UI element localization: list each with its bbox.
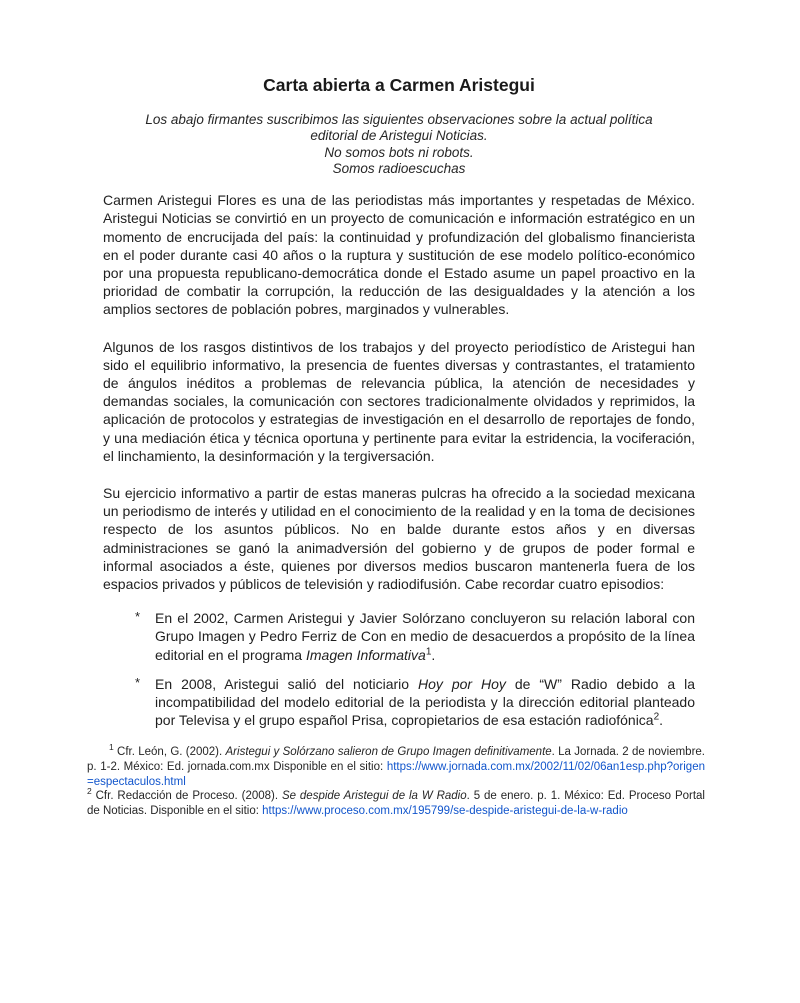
footnote-1-number: 1 — [109, 742, 114, 753]
list-item-text — [155, 675, 695, 730]
footnote-1-mid: . La Jornada. 2 de noviembre. p. 1-2. México: Ed. jornada.com.mx Disponible en el sitio: — [87, 746, 705, 774]
bullet-2-mid: de “W” Radio debido a la incompatibilidad del modelo editorial de la periodista y la dirección editorial planteado por Televisa y el grupo español Prisa, copropietarios de esa estación radiofónica — [155, 675, 695, 729]
footnotes-section — [87, 742, 705, 818]
list-item — [103, 609, 695, 664]
bullet-2-italic: Hoy por Hoy — [418, 675, 506, 692]
epigraph — [127, 112, 672, 177]
page-title: Carta abierta a Carmen Aristegui — [263, 75, 535, 95]
asterisk-bullet-icon: * — [135, 674, 141, 690]
footnote-ref-2: 2 — [653, 711, 660, 723]
epigraph-line-3: Somos radioescuchas — [332, 160, 466, 176]
bullet-1-before: En el 2002, Carmen Aristegui y Javier Solórzano concluyeron su relación laboral con Grupo Imagen y Pedro Ferriz de Con en medio de desacuerdos a propósito de la línea editorial en el programa — [155, 610, 695, 663]
footnote-1-before: Cfr. León, G. (2002). — [113, 746, 226, 759]
footnote-2-before: Cfr. Redacción de Proceso. (2008). — [91, 790, 282, 803]
paragraph-ejercicio: Su ejercicio informativo a partir de estas maneras pulcras ha ofrecido a la sociedad mexicana un periodismo de interés y utilidad en el conocimiento de la realidad y en la toma de decisiones respecto de los asuntos públicos. No en balde durante estos años y en diversas administraciones se ganó la animadversión del gobierno y de grupos de poder formal e informal asociados a éste, quienes por diversos medios buscaron mantenerla fuera de los espacios privados y públicos de televisión y radiodifusión. Cabe recordar cuatro episodios: — [103, 485, 695, 593]
epigraph-line-1: Los abajo firmantes suscribimos las siguientes observaciones sobre la actual política editorial de Aristegui Noticias. — [145, 112, 653, 144]
footnote-1-italic: Aristegui y Solórzano salieron de Grupo Imagen definitivamente — [225, 746, 552, 759]
bullet-2-before: En 2008, Aristegui salió del noticiario — [155, 675, 419, 692]
footnote-2-link[interactable]: https://www.proceso.com.mx/195799/se-despide-aristegui-de-la-w-radio — [262, 804, 628, 817]
paragraph-intro: Carmen Aristegui Flores es una de las periodistas más importantes y respetadas de México. Aristegui Noticias se convirtió en un proyecto de comunicación e información estratégico en un momento de encrucijada del país: la continuidad y profundización del globalismo financierista en el poder durante casi 40 años o la ruptura y sustitución de ese modelo político-económico por una propuesta republicano-democrática donde el Estado asume un papel proactivo en la prioridad de combatir la corrupción, la reducción de las desigualdades y la atención a los amplios sectores de población pobres, marginados y vulnerables. — [103, 192, 695, 318]
bullet-1-after: . — [431, 646, 436, 663]
footnote-1-link[interactable]: https://www.jornada.com.mx/2002/11/02/06an1esp.php?origen=espectaculos.html — [87, 761, 705, 788]
footnote-2-italic: Se despide Aristegui de la W Radio — [281, 790, 467, 803]
footnote-2-number: 2 — [87, 786, 92, 797]
footnote-ref-1: 1 — [425, 646, 432, 657]
bullet-2-after: . — [659, 712, 664, 729]
asterisk-bullet-icon: * — [135, 609, 141, 625]
footnote-2-mid: . 5 de enero. p. 1. México: Ed. Proceso Portal de Noticias. Disponible en el sitio: — [87, 790, 705, 817]
episodes-list — [103, 609, 695, 729]
list-item-text — [155, 609, 695, 664]
footnote-2 — [87, 786, 705, 818]
footnote-1 — [87, 742, 705, 789]
bullet-1-italic: Imagen Informativa — [305, 646, 426, 663]
paragraph-rasgos: Algunos de los rasgos distintivos de los trabajos y del proyecto periodístico de Aristegui han sido el equilibrio informativo, la presencia de fuentes diversas y contrastantes, el tratamiento de ángulos inéditos a problemas de relevancia pública, la atención de necesidades y demandas sociales, la comunicación con sectores tradicionalmente olvidados y reprimidos, la aplicación de protocolos y estrategias de investigación en el desarrollo de reportajes de fondo, y una mediación ética y técnica oportuna y pertinente para evitar la estridencia, la vociferación, el linchamiento, la desinformación y la tergiversación. — [103, 338, 695, 464]
list-item — [103, 675, 695, 730]
epigraph-line-2: No somos bots ni robots. — [324, 144, 474, 160]
